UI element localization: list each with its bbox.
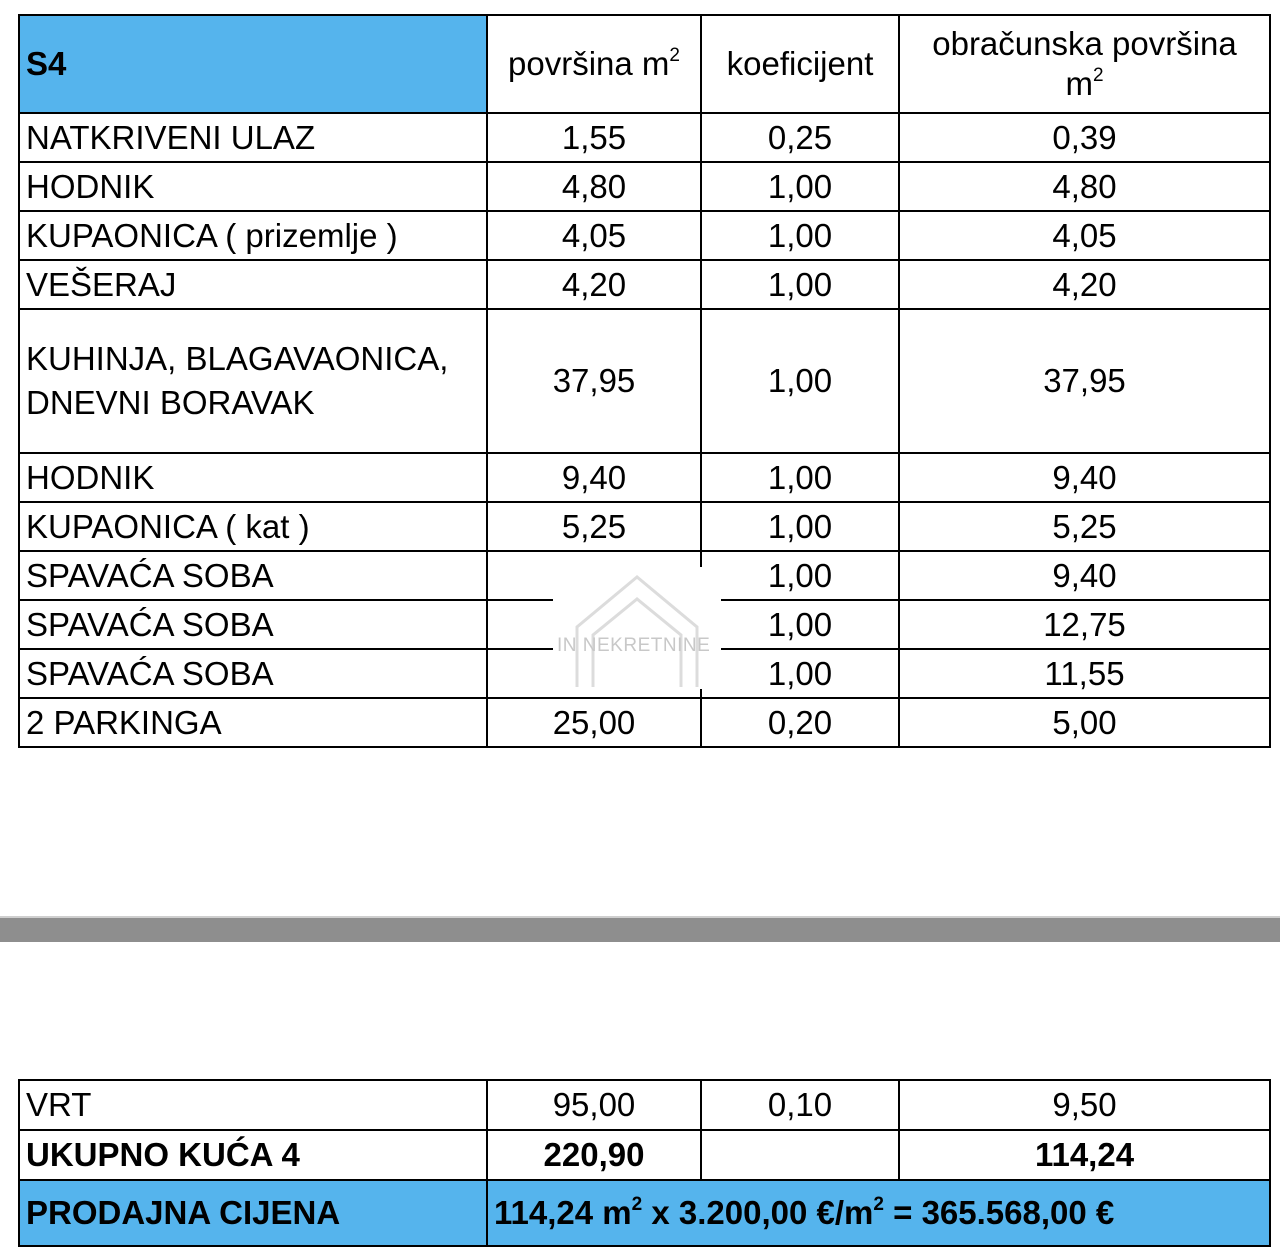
room-calculated-area: 5,00 [899, 698, 1270, 747]
room-calculated-area: 12,75 [899, 600, 1270, 649]
garden-name: VRT [19, 1080, 487, 1130]
garden-calculated-area: 9,50 [899, 1080, 1270, 1130]
garden-row [19, 1080, 1270, 1130]
room-calculated-area: 37,95 [899, 309, 1270, 453]
room-coefficient: 1,00 [701, 162, 899, 211]
room-calculated-area: 4,20 [899, 260, 1270, 309]
room-name: SPAVAĆA SOBA [19, 551, 487, 600]
room-area: 1,55 [487, 113, 701, 162]
room-coefficient: 1,00 [701, 453, 899, 502]
total-coefficient [701, 1130, 899, 1180]
room-coefficient: 1,00 [701, 309, 899, 453]
room-coefficient: 1,00 [701, 551, 899, 600]
room-name: 2 PARKINGA [19, 698, 487, 747]
room-calculated-area: 9,40 [899, 453, 1270, 502]
room-coefficient: 1,00 [701, 600, 899, 649]
table-row [19, 453, 1270, 502]
unit-name-header: S4 [19, 15, 487, 113]
room-area: 4,20 [487, 260, 701, 309]
table-row [19, 309, 1270, 453]
price-calculation: 114,24 $m^2$ x 3.200,00 $€/m^2 = 365.568,00$ € [487, 1180, 1270, 1246]
room-name: KUPAONICA ( kat ) [19, 502, 487, 551]
room-name: KUPAONICA ( prizemlje ) [19, 211, 487, 260]
watermark-text: IN NEKRETNINE [557, 635, 711, 656]
room-coefficient: 1,00 [701, 211, 899, 260]
watermark [553, 567, 721, 689]
room-area: 9,40 [487, 453, 701, 502]
total-area: 220,90 [487, 1130, 701, 1180]
total-label: UKUPNO KUĆA 4 [19, 1130, 487, 1180]
room-name: HODNIK [19, 162, 487, 211]
room-calculated-area: 11,55 [899, 649, 1270, 698]
room-calculated-area: 0,39 [899, 113, 1270, 162]
table-row [19, 260, 1270, 309]
area-header: površina $m^2$ [487, 15, 701, 113]
summary-table [18, 1079, 1271, 1247]
table-row [19, 113, 1270, 162]
room-area: 4,80 [487, 162, 701, 211]
room-area: 37,95 [487, 309, 701, 453]
room-area: 25,00 [487, 698, 701, 747]
room-name: HODNIK [19, 453, 487, 502]
calculated-area-header: obračunska površina $m^2$ [899, 15, 1270, 113]
room-area: 4,05 [487, 211, 701, 260]
page-divider [0, 916, 1280, 942]
total-calculated-area: 114,24 [899, 1130, 1270, 1180]
room-calculated-area: 5,25 [899, 502, 1270, 551]
house-logo-icon [553, 567, 721, 689]
room-coefficient: 1,00 [701, 502, 899, 551]
table-row [19, 162, 1270, 211]
room-calculated-area: 4,05 [899, 211, 1270, 260]
garden-coefficient: 0,10 [701, 1080, 899, 1130]
room-name: SPAVAĆA SOBA [19, 649, 487, 698]
room-area: 5,25 [487, 502, 701, 551]
price-row [19, 1180, 1270, 1246]
table-row [19, 698, 1270, 747]
table-row [19, 211, 1270, 260]
room-coefficient: 0,25 [701, 113, 899, 162]
room-name: KUHINJA, BLAGAVAONICA, DNEVNI BORAVAK [19, 309, 487, 453]
room-coefficient: 0,20 [701, 698, 899, 747]
coefficient-header: koeficijent [701, 15, 899, 113]
total-row [19, 1130, 1270, 1180]
table-row [19, 502, 1270, 551]
room-calculated-area: 4,80 [899, 162, 1270, 211]
room-calculated-area: 9,40 [899, 551, 1270, 600]
room-coefficient: 1,00 [701, 260, 899, 309]
room-coefficient: 1,00 [701, 649, 899, 698]
room-name: NATKRIVENI ULAZ [19, 113, 487, 162]
table-header-row [19, 15, 1270, 113]
room-name: SPAVAĆA SOBA [19, 600, 487, 649]
price-label: PRODAJNA CIJENA [19, 1180, 487, 1246]
garden-area: 95,00 [487, 1080, 701, 1130]
room-name: VEŠERAJ [19, 260, 487, 309]
